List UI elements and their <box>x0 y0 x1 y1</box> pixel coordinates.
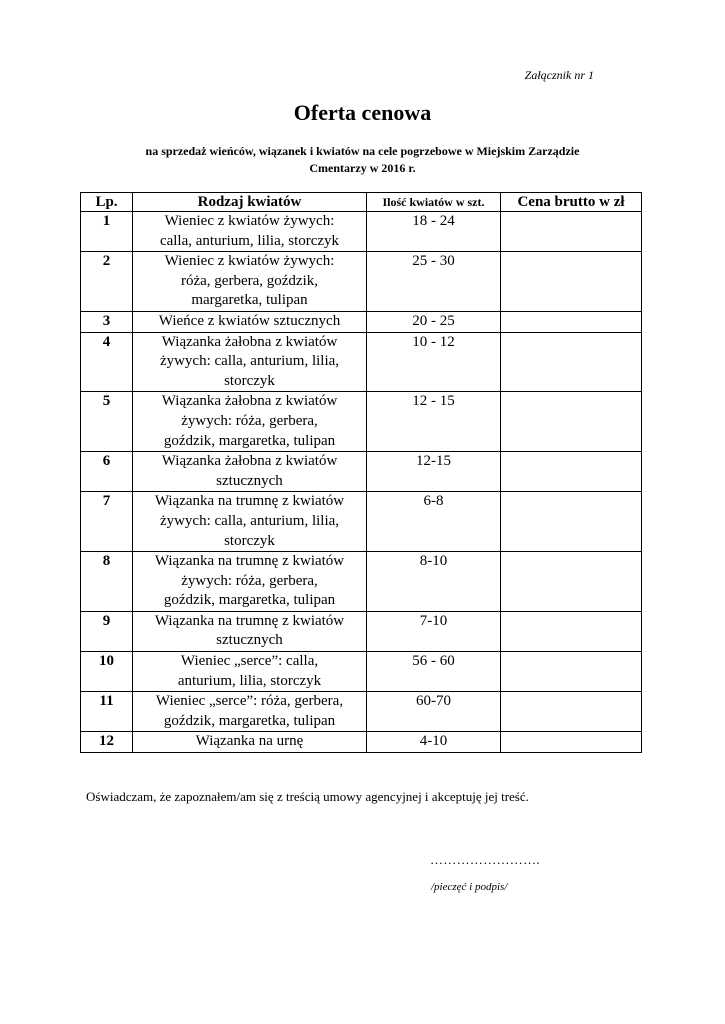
header-quantity: Ilość kwiatów w szt. <box>367 193 501 212</box>
table-row <box>81 652 642 692</box>
cell-quantity: 7-10 <box>367 611 501 651</box>
cell-flower-type <box>133 332 367 392</box>
header-lp: Lp. <box>81 193 133 212</box>
flower-type-line: goździk, margaretka, tulipan <box>163 432 336 449</box>
cell-lp: 9 <box>81 611 133 651</box>
flower-type-line: Wieniec z kwiatów żywych: <box>164 253 335 270</box>
cell-flower-type <box>133 732 367 753</box>
price-offer-table <box>80 192 642 753</box>
flower-type-line: Wiązanka żałobna z kwiatów <box>161 333 338 350</box>
cell-lp: 5 <box>81 392 133 452</box>
flower-type-line: Wieniec „serce”: calla, <box>180 653 319 670</box>
table-row <box>81 692 642 732</box>
cell-quantity: 10 - 12 <box>367 332 501 392</box>
table-row <box>81 392 642 452</box>
flower-type-line: Wiązanka żałobna z kwiatów <box>161 453 338 470</box>
cell-lp: 10 <box>81 652 133 692</box>
table-row <box>81 611 642 651</box>
cell-price[interactable] <box>501 552 642 612</box>
cell-flower-type <box>133 212 367 252</box>
cell-price[interactable] <box>501 311 642 332</box>
table-header-row <box>81 193 642 212</box>
cell-quantity: 6-8 <box>367 492 501 552</box>
flower-type-line: Wiązanka na trumnę z kwiatów <box>154 493 345 510</box>
cell-lp: 8 <box>81 552 133 612</box>
cell-lp: 12 <box>81 732 133 753</box>
signature-label: /pieczęć i podpis/ <box>431 881 508 893</box>
page-subtitle <box>80 143 645 177</box>
cell-quantity: 12 - 15 <box>367 392 501 452</box>
flower-type-line: sztucznych <box>216 472 283 489</box>
flower-type-line: storczyk <box>224 372 275 389</box>
cell-flower-type <box>133 392 367 452</box>
cell-quantity: 20 - 25 <box>367 311 501 332</box>
flower-type-line: sztucznych <box>216 632 283 649</box>
cell-flower-type <box>133 611 367 651</box>
signature-line: ……………………. <box>430 852 540 867</box>
cell-lp: 2 <box>81 252 133 312</box>
cell-flower-type <box>133 492 367 552</box>
cell-lp: 7 <box>81 492 133 552</box>
table-row <box>81 252 642 312</box>
cell-quantity: 4-10 <box>367 732 501 753</box>
cell-lp: 6 <box>81 452 133 492</box>
table-row <box>81 552 642 612</box>
subtitle-line-1: na sprzedaż wieńców, wiązanek i kwiatów na cele pogrzebowe w Miejskim Zarządzie <box>145 144 580 158</box>
table-row <box>81 452 642 492</box>
flower-type-line: calla, anturium, lilia, storczyk <box>159 232 340 249</box>
cell-lp: 1 <box>81 212 133 252</box>
flower-type-line: róża, gerbera, goździk, <box>180 272 318 289</box>
cell-flower-type <box>133 252 367 312</box>
header-flower-type: Rodzaj kwiatów <box>133 193 367 212</box>
table-row <box>81 311 642 332</box>
cell-price[interactable] <box>501 611 642 651</box>
cell-lp: 3 <box>81 311 133 332</box>
cell-lp: 11 <box>81 692 133 732</box>
table-row <box>81 732 642 753</box>
flower-type-line: żywych: calla, anturium, lilia, <box>159 512 340 529</box>
flower-type-line: anturium, lilia, storczyk <box>177 672 322 689</box>
flower-type-line: żywych: róża, gerbera, <box>181 572 318 589</box>
cell-quantity: 18 - 24 <box>367 212 501 252</box>
flower-type-line: Wieniec z kwiatów żywych: <box>164 213 335 229</box>
table-row <box>81 212 642 252</box>
flower-type-line: Wiązanka na trumnę z kwiatów <box>154 553 345 570</box>
table-row <box>81 332 642 392</box>
cell-quantity: 25 - 30 <box>367 252 501 312</box>
flower-type-line: Wiązanka na trumnę z kwiatów <box>154 612 345 629</box>
cell-flower-type <box>133 311 367 332</box>
header-price: Cena brutto w zł <box>501 193 642 212</box>
flower-type-line: Wieńce z kwiatów sztucznych <box>158 312 341 329</box>
acceptance-statement: Oświadczam, że zapoznałem/am się z treścią umowy agencyjnej i akceptuję jej treść. <box>86 789 529 804</box>
cell-price[interactable] <box>501 452 642 492</box>
table-body <box>81 212 642 753</box>
cell-price[interactable] <box>501 652 642 692</box>
cell-quantity: 12-15 <box>367 452 501 492</box>
cell-flower-type <box>133 652 367 692</box>
cell-lp: 4 <box>81 332 133 392</box>
cell-price[interactable] <box>501 692 642 732</box>
cell-price[interactable] <box>501 332 642 392</box>
flower-type-line: Wiązanka żałobna z kwiatów <box>161 393 338 410</box>
flower-type-line: storczyk <box>224 532 275 549</box>
attachment-label: Załącznik nr 1 <box>524 68 594 82</box>
cell-flower-type <box>133 552 367 612</box>
table-row <box>81 492 642 552</box>
flower-type-line: żywych: calla, anturium, lilia, <box>159 353 340 370</box>
cell-price[interactable] <box>501 212 642 252</box>
flower-type-line: żywych: róża, gerbera, <box>181 412 318 429</box>
cell-price[interactable] <box>501 492 642 552</box>
cell-price[interactable] <box>501 392 642 452</box>
cell-flower-type <box>133 692 367 732</box>
cell-price[interactable] <box>501 252 642 312</box>
page-title: Oferta cenowa <box>293 100 432 125</box>
cell-price[interactable] <box>501 732 642 753</box>
cell-quantity: 8-10 <box>367 552 501 612</box>
subtitle-line-2: Cmentarzy w 2016 r. <box>309 161 416 175</box>
flower-type-line: margaretka, tulipan <box>191 292 308 309</box>
flower-type-line: goździk, margaretka, tulipan <box>163 712 336 729</box>
cell-flower-type <box>133 452 367 492</box>
flower-type-line: goździk, margaretka, tulipan <box>163 592 336 609</box>
cell-quantity: 60-70 <box>367 692 501 732</box>
flower-type-line: Wieniec „serce”: róża, gerbera, <box>155 693 344 710</box>
cell-quantity: 56 - 60 <box>367 652 501 692</box>
flower-type-line: Wiązanka na urnę <box>195 733 304 750</box>
